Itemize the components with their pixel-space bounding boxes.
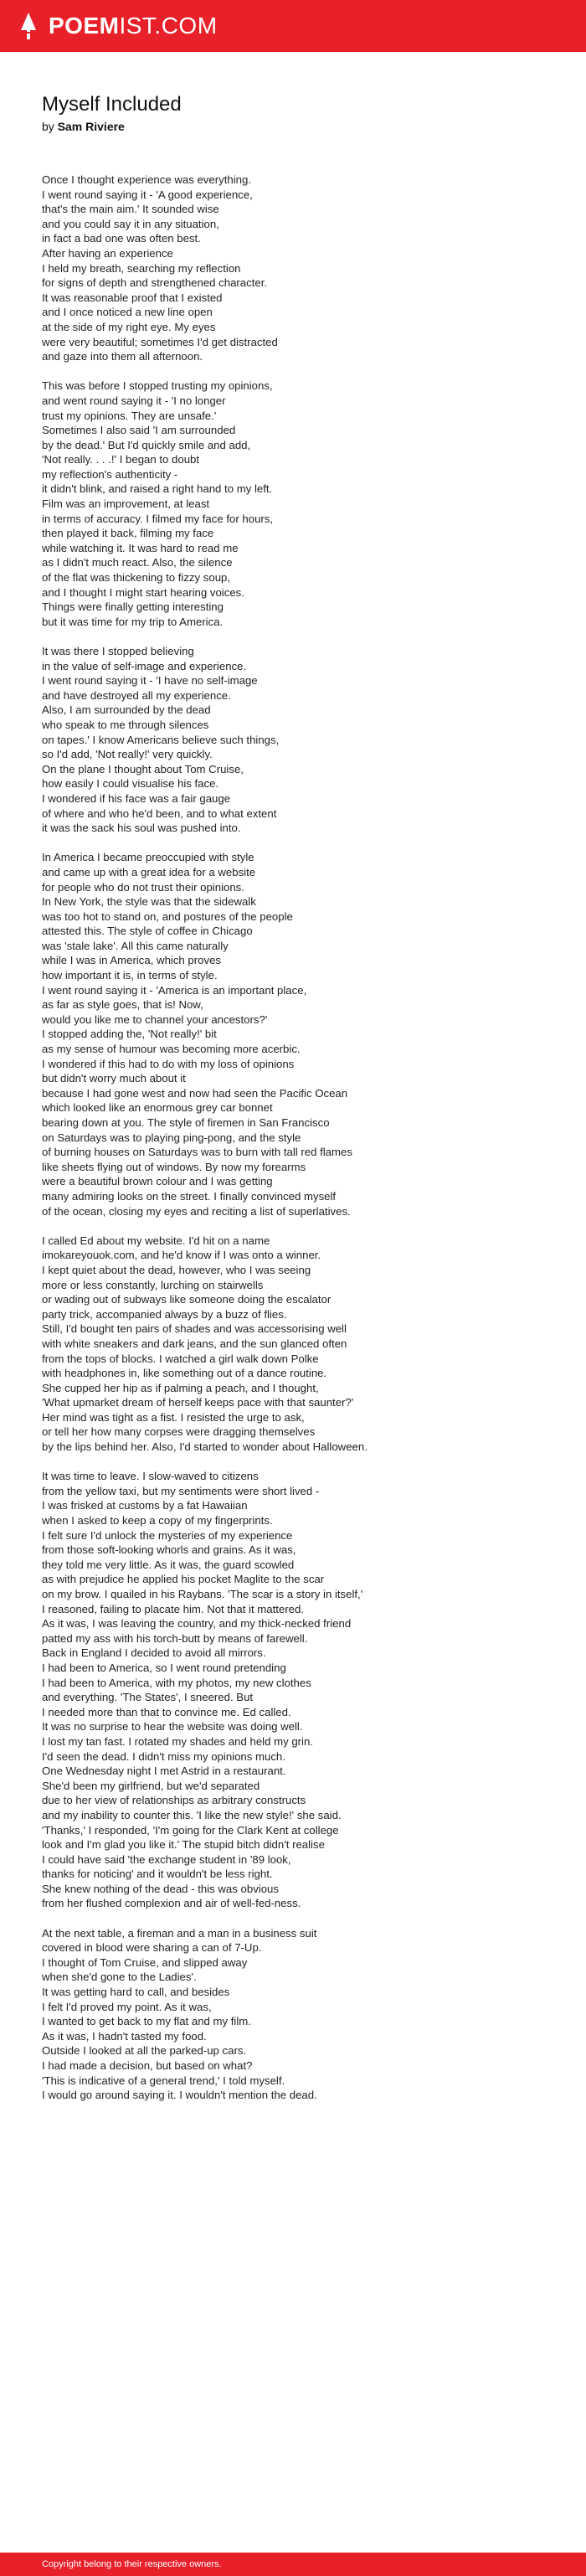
poem-line: patted my ass with his torch-butt by means of farewell.	[42, 1631, 308, 1645]
poem-line: I wanted to get back to my flat and my film.	[42, 2015, 251, 2028]
poem-line: As it was, I hadn't tasted my food.	[42, 2029, 207, 2043]
poem-line: As it was, I was leaving the country, and my thick-necked friend	[42, 1617, 352, 1631]
poem-line: I would go around saying it. I wouldn't mention the dead.	[42, 2089, 317, 2102]
poem-line: while watching it. It was hard to read me	[42, 541, 239, 554]
poem-stanza	[42, 850, 561, 1218]
poem-line: bearing down at you. The style of firemen in San Francisco	[42, 1116, 330, 1129]
poem-line: attested this. The style of coffee in Chicago	[42, 925, 253, 938]
poem-line: I stopped adding the, 'Not really!' bit	[42, 1028, 217, 1041]
poem-line: 'Thanks,' I responded, 'I'm going for the Clark Kent at college	[42, 1823, 339, 1837]
poem-line: so I'd add, 'Not really!' very quickly.	[42, 748, 213, 761]
poem-line: were very beautiful; sometimes I'd get distracted	[42, 335, 278, 348]
poem-line: which looked like an enormous grey car bonnet	[42, 1101, 273, 1115]
poem-line: many admiring looks on the street. I finally convinced myself	[42, 1189, 337, 1203]
poem-line: I went round saying it - 'I have no self-image	[42, 674, 258, 688]
poem-line: more or less constantly, lurching on stairwells	[42, 1278, 264, 1291]
poem-line: in fact a bad one was often best.	[42, 232, 201, 245]
poem-line: I'd seen the dead. I didn't miss my opinions much.	[42, 1749, 285, 1763]
poem-byline	[42, 119, 561, 134]
poem-line: who speak to me through silences	[42, 718, 209, 731]
logo-bold-text: POEM	[49, 13, 120, 39]
poem-line: for people who do not trust their opinions.	[42, 880, 244, 894]
poem-line: but didn't worry much about it	[42, 1072, 186, 1085]
poem-line: It was there I stopped believing	[42, 645, 194, 657]
poem-stanza	[42, 1234, 561, 1455]
poem-line: I held my breath, searching my reflection	[42, 261, 241, 275]
poem-line: It was time to leave. I slow-waved to citizens	[42, 1470, 259, 1483]
poem-line: by the lips behind her. Also, I'd started to wonder about Halloween.	[42, 1440, 368, 1454]
poem-line: with headphones in, like something out of a dance routine.	[42, 1367, 327, 1380]
poem-line: would you like me to channel your ancestors?'	[42, 1012, 268, 1026]
poem-line: party trick, accompanied always by a buzz of flies.	[42, 1307, 287, 1321]
poem-line: from those soft-looking whorls and grains. As it was,	[42, 1543, 296, 1557]
poem-body	[42, 173, 561, 2103]
pen-nib-icon[interactable]	[18, 12, 39, 40]
poem-line: In New York, the style was that the sidewalk	[42, 895, 256, 909]
poem-line: for signs of depth and strengthened character.	[42, 276, 268, 290]
poem-line: but it was time for my trip to America.	[42, 615, 224, 628]
poem-line: 'Not really. . . .!' I began to doubt	[42, 453, 200, 466]
poem-line: Back in England I decided to avoid all mirrors.	[42, 1646, 266, 1660]
poem-line: when she'd gone to the Ladies'.	[42, 1971, 197, 1984]
poem-line: I had made a decision, but based on what?	[42, 2059, 253, 2072]
poem-line: Sometimes I also said 'I am surrounded	[42, 424, 236, 437]
poem-line: on tapes.' I know Americans believe such things,	[42, 733, 280, 746]
poem-line: I could have said 'the exchange student in '89 look,	[42, 1852, 291, 1866]
poem-line: She'd been my girlfriend, but we'd separated	[42, 1779, 260, 1792]
poem-line: On the plane I thought about Tom Cruise,	[42, 762, 244, 775]
poem-line: I went round saying it - 'A good experience,	[42, 188, 253, 201]
poem-line: trust my opinions. They are unsafe.'	[42, 409, 217, 422]
poem-line: due to her view of relationships as arbitrary constructs	[42, 1794, 306, 1807]
poem-line: from the tops of blocks. I watched a girl walk down Polke	[42, 1352, 319, 1365]
site-logo[interactable]	[49, 13, 218, 39]
poem-line: I felt I'd proved my point. As it was,	[42, 2000, 212, 2013]
poem-line: I was frisked at customs by a fat Hawaiian	[42, 1499, 248, 1512]
poem-line: it was the sack his soul was pushed into.	[42, 822, 241, 835]
poem-line: was too hot to stand on, and postures of the people	[42, 909, 293, 923]
poem-line: and I once noticed a new line open	[42, 306, 213, 319]
poem-line: In America I became preoccupied with style	[42, 851, 254, 864]
site-header	[0, 0, 586, 52]
poem-line: Once I thought experience was everything.	[42, 173, 251, 186]
poem-line: It was getting hard to call, and besides	[42, 1986, 230, 1999]
poem-line: and went round saying it - 'I no longer	[42, 394, 226, 407]
poem-stanza	[42, 379, 561, 629]
poem-line: It was reasonable proof that I existed	[42, 291, 223, 304]
site-footer	[0, 2553, 586, 2576]
poem-line: I needed more than that to convince me. Ed called.	[42, 1705, 291, 1718]
poem-stanza	[42, 173, 561, 364]
poem-line: She cupped her hip as if palming a peach, and I thought,	[42, 1381, 319, 1394]
poem-stanza	[42, 1469, 561, 1911]
poem-line: with white sneakers and dark jeans, and the sun glanced often	[42, 1337, 347, 1350]
poem-line: by the dead.' But I'd quickly smile and add,	[42, 438, 251, 451]
poem-line: of the flat was thickening to fizzy soup,	[42, 571, 231, 585]
poem-line: Her mind was tight as a fist. I resisted the urge to ask,	[42, 1410, 305, 1424]
poem-stanza	[42, 1926, 561, 2103]
poem-line: as with prejudice he applied his pocket Maglite to the scar	[42, 1573, 325, 1586]
poem-line: as my sense of humour was becoming more acerbic.	[42, 1043, 301, 1056]
poem-line: how easily I could visualise his face.	[42, 777, 219, 791]
poem-line: and I thought I might start hearing voices.	[42, 585, 244, 599]
poem-line: I called Ed about my website. I'd hit on a name	[42, 1234, 270, 1247]
poem-line: I had been to America, so I went round pretending	[42, 1661, 286, 1674]
poem-line: I had been to America, with my photos, my new clothes	[42, 1676, 311, 1689]
footer-copyright: Copyright belong to their respective owners.	[42, 2559, 222, 2569]
poem-line: of where and who he'd been, and to what extent	[42, 806, 277, 820]
poem-line: It was no surprise to hear the website was doing well.	[42, 1720, 303, 1734]
poem-line: I kept quiet about the dead, however, who I was seeing	[42, 1263, 311, 1276]
poem-line: how important it is, in terms of style.	[42, 969, 218, 982]
poem-line: 'What upmarket dream of herself keeps pace with that saunter?'	[42, 1396, 354, 1409]
poem-line: look and I'm glad you like it.' The stupid bitch didn't realise	[42, 1838, 325, 1852]
poem-line: She knew nothing of the dead - this was obvious	[42, 1882, 279, 1895]
poem-line: my reflection's authenticity -	[42, 467, 178, 481]
poem-line: or tell her how many corpses were dragging themselves	[42, 1425, 316, 1439]
poem-line: and you could say it in any situation,	[42, 217, 219, 230]
poem-line: on Saturdays was to playing ping-pong, and the style	[42, 1131, 301, 1144]
poem-line: on my brow. I quailed in his Raybans. 'The scar is a story in itself,'	[42, 1588, 363, 1600]
by-label: by	[42, 120, 54, 133]
poem-line: that's the main aim.' It sounded wise	[42, 203, 219, 216]
poem-line: when I asked to keep a copy of my fingerprints.	[42, 1514, 273, 1528]
poem-line: imokareyouok.com, and he'd know if I was onto a winner.	[42, 1249, 321, 1262]
poem-line: Also, I am surrounded by the dead	[42, 703, 211, 717]
poem-line: Still, I'd bought ten pairs of shades and was accessorising well	[42, 1322, 347, 1336]
poem-line: was 'stale lake'. All this came naturally	[42, 939, 229, 952]
poem-line: they told me very little. As it was, the guard scowled	[42, 1558, 295, 1571]
poem-line: At the next table, a fireman and a man in a business suit	[42, 1926, 317, 1940]
poem-author[interactable]: Sam Riviere	[57, 120, 125, 133]
poem-line: Things were finally getting interesting	[42, 600, 224, 614]
poem-line: from her flushed complexion and air of well-fed-ness.	[42, 1897, 301, 1910]
poem-line: as far as style goes, that is! Now,	[42, 998, 203, 1012]
poem-line: and everything. 'The States', I sneered. But	[42, 1691, 254, 1704]
logo-thin-text: IST.COM	[119, 13, 218, 39]
poem-line: it didn't blink, and raised a right hand to my left.	[42, 482, 273, 496]
poem-line: I felt sure I'd unlock the mysteries of my experience	[42, 1528, 293, 1542]
poem-line: while I was in America, which proves	[42, 954, 222, 967]
poem-line: in the value of self-image and experience.	[42, 659, 247, 672]
poem-line: of burning houses on Saturdays was to burn with tall red flames	[42, 1146, 352, 1159]
poem-line: and my inability to counter this. 'I like the new style!' she said.	[42, 1808, 342, 1821]
poem-line: were a beautiful brown colour and I was getting	[42, 1175, 273, 1188]
poem-line: 'This is indicative of a general trend,' I told myself.	[42, 2074, 285, 2087]
poem-line: or wading out of subways like someone doing the escalator	[42, 1293, 332, 1306]
poem-line: and have destroyed all my experience.	[42, 688, 231, 702]
poem-line: because I had gone west and now had seen the Pacific Ocean	[42, 1086, 348, 1100]
poem-line: This was before I stopped trusting my opinions,	[42, 379, 273, 393]
poem-line: I went round saying it - 'America is an important place,	[42, 983, 307, 997]
poem-line: of the ocean, closing my eyes and reciting a list of superlatives.	[42, 1204, 351, 1218]
poem-container	[42, 92, 561, 2117]
poem-line: then played it back, filming my face	[42, 527, 214, 540]
poem-line: I wondered if this had to do with my loss of opinions	[42, 1057, 295, 1070]
poem-line: One Wednesday night I met Astrid in a restaurant.	[42, 1765, 286, 1778]
poem-line: Film was an improvement, at least	[42, 497, 210, 511]
poem-line: from the yellow taxi, but my sentiments were short lived -	[42, 1484, 320, 1497]
poem-title: Myself Included	[42, 93, 182, 116]
poem-line: I reasoned, failing to placate him. Not that it mattered.	[42, 1602, 305, 1615]
poem-line: covered in blood were sharing a can of 7-Up.	[42, 1941, 262, 1955]
poem-stanza	[42, 644, 561, 836]
poem-line: I lost my tan fast. I rotated my shades and held my grin.	[42, 1734, 313, 1748]
poem-line: at the side of my right eye. My eyes	[42, 320, 216, 333]
poem-line: in terms of accuracy. I filmed my face for hours,	[42, 512, 274, 525]
poem-line: After having an experience	[42, 246, 173, 260]
poem-line: like sheets flying out of windows. By now my forearms	[42, 1160, 306, 1173]
poem-line: I wondered if his face was a fair gauge	[42, 791, 231, 805]
poem-line: and came up with a great idea for a website	[42, 865, 256, 878]
poem-line: as I didn't much react. Also, the silence	[42, 556, 233, 569]
poem-line: I thought of Tom Cruise, and slipped away	[42, 1955, 248, 1969]
poem-line: thanks for noticing' and it wouldn't be less right.	[42, 1868, 273, 1881]
poem-line: Outside I looked at all the parked-up cars.	[42, 2044, 247, 2058]
poem-line: and gaze into them all afternoon.	[42, 350, 203, 363]
